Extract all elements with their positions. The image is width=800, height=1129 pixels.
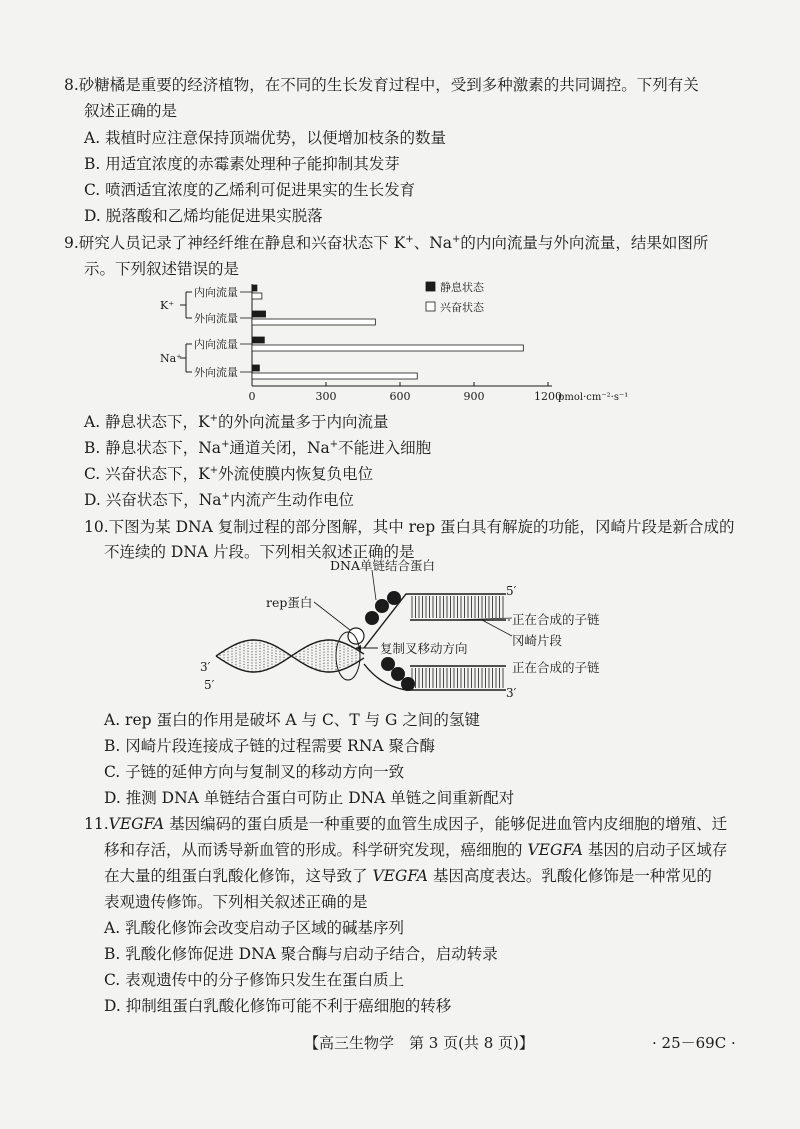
q11-stem-line1: 11.VEGFA 基因编码的蛋白质是一种重要的血管生成因子，能够促进血管内皮细胞的增殖、迁 (84, 815, 728, 833)
q9-option-a: A. 静息状态下，K+的外向流量多于内向流量 (84, 412, 389, 431)
ssb-protein (387, 591, 401, 605)
label-ssb: DNA单链结合蛋白 (330, 558, 435, 573)
ssb-protein (391, 667, 405, 681)
legend-swatch (426, 302, 435, 311)
q9-option-c: C. 兴奋状态下，K+外流使膜内恢复负电位 (84, 464, 374, 483)
rep-protein (348, 628, 364, 644)
group-label: K⁺ (160, 299, 175, 312)
ssb-protein (365, 611, 379, 625)
label-rep: rep蛋白 (266, 595, 313, 610)
legend-swatch (426, 282, 435, 291)
q11-option-c: C. 表观遗传中的分子修饰只发生在蛋白质上 (104, 971, 405, 989)
label-direction: 复制叉移动方向 (380, 641, 468, 656)
flux-bar-chart (150, 278, 670, 408)
q10-option-d: D. 推测 DNA 单链结合蛋白可防止 DNA 单链之间重新配对 (104, 789, 515, 807)
pointer-okazaki-b (482, 620, 512, 636)
q11-stem-line4: 表观遗传修饰。下列相关叙述正确的是 (104, 893, 368, 911)
q8-option-c: C. 喷洒适宜浓度的乙烯利可促进果实的生长发育 (84, 181, 416, 199)
q9-stem-line1: 9.研究人员记录了神经纤维在静息和兴奋状态下 K+、Na+的内向流量与外向流量，结果如图所 (64, 233, 709, 252)
label-okazaki: 冈崎片段 (512, 633, 563, 648)
q8-stem-line1: 8.砂糖橘是重要的经济植物，在不同的生长发育过程中，受到多种激素的共同调控。下列有关 (64, 76, 699, 94)
row-label: 外向流量 (194, 312, 238, 325)
x-tick-label: 600 (389, 390, 411, 403)
q9-option-b: B. 静息状态下，Na+通道关闭，Na+不能进入细胞 (84, 438, 432, 457)
row-label: 内向流量 (194, 286, 238, 299)
helix-strand-a (216, 640, 364, 672)
bar-excited (252, 293, 262, 299)
bar-excited (252, 319, 375, 325)
bar-resting (252, 337, 264, 343)
x-tick-label: 300 (315, 390, 337, 403)
q8-option-d: D. 脱落酸和乙烯均能促进果实脱落 (84, 207, 323, 225)
q9-option-d: D. 兴奋状态下，Na+内流产生动作电位 (84, 490, 354, 509)
label-bottom-3prime: 3′ (506, 686, 517, 700)
ssb-protein (401, 677, 415, 691)
q10-stem-line1: 10.下图为某 DNA 复制过程的部分图解，其中 rep 蛋白具有解旋的功能，冈崎片段是新合成的 (84, 518, 735, 536)
q8-stem-line2: 叙述正确的是 (84, 102, 178, 120)
bar-resting (252, 365, 259, 371)
row-label: 内向流量 (194, 338, 238, 351)
ssb-protein (375, 599, 389, 613)
x-tick-label: 900 (463, 390, 485, 403)
group-label: Na⁺ (160, 352, 182, 365)
footer-page-info: 【高三生物学 第 3 页(共 8 页)】 (304, 1034, 534, 1052)
legend-label: 兴奋状态 (440, 301, 484, 314)
q10-stem-line2: 不连续的 DNA 片段。下列相关叙述正确的是 (104, 543, 415, 561)
footer-code: · 25－69C · (652, 1034, 736, 1052)
q9-stem-line2: 示。下列叙述错误的是 (84, 260, 240, 278)
x-tick-label: 1200 (534, 390, 562, 403)
q10-option-c: C. 子链的延伸方向与复制叉的移动方向一致 (104, 763, 405, 781)
bar-resting (252, 285, 257, 291)
row-label: 外向流量 (194, 366, 238, 379)
x-tick-label: 0 (248, 390, 256, 403)
bar-resting (252, 311, 266, 317)
bar-excited (252, 345, 523, 351)
q11-option-b: B. 乳酸化修饰促进 DNA 聚合酶与启动子结合，启动转录 (104, 945, 498, 963)
label-new-strand-bottom: 正在合成的子链 (512, 660, 600, 675)
label-top-5prime: 5′ (506, 584, 517, 598)
q11-stem-line2: 移和存活，从而诱导新血管的形成。科学研究发现，癌细胞的 VEGFA 基因的启动子区域存 (104, 841, 728, 859)
label-new-strand-top: 正在合成的子链 (512, 612, 600, 627)
label-left-3prime: 3′ (200, 660, 211, 674)
helix-strand-b (216, 640, 364, 672)
x-unit-label: pmol·cm⁻²·s⁻¹ (558, 392, 629, 403)
bar-excited (252, 373, 417, 379)
q8-option-a: A. 栽植时应注意保持顶端优势，以便增加枝条的数量 (84, 129, 447, 147)
dna-replication-diagram (196, 556, 536, 706)
q11-option-a: A. 乳酸化修饰会改变启动子区域的碱基序列 (104, 919, 405, 937)
q11-stem-line3: 在大量的组蛋白乳酸化修饰，这导致了 VEGFA 基因高度表达。乳酸化修饰是一种常见的 (104, 867, 712, 885)
q11-option-d: D. 抑制组蛋白乳酸化修饰可能不利于癌细胞的转移 (104, 997, 452, 1015)
q10-option-a: A. rep 蛋白的作用是破坏 A 与 C、T 与 G 之间的氢键 (104, 711, 480, 729)
rep-pointer (314, 602, 350, 630)
label-left-5prime: 5′ (204, 678, 215, 692)
legend-label: 静息状态 (440, 281, 484, 294)
q8-option-b: B. 用适宜浓度的赤霉素处理种子能抑制其发芽 (84, 155, 400, 173)
q10-option-b: B. 冈崎片段连接成子链的过程需要 RNA 聚合酶 (104, 737, 436, 755)
